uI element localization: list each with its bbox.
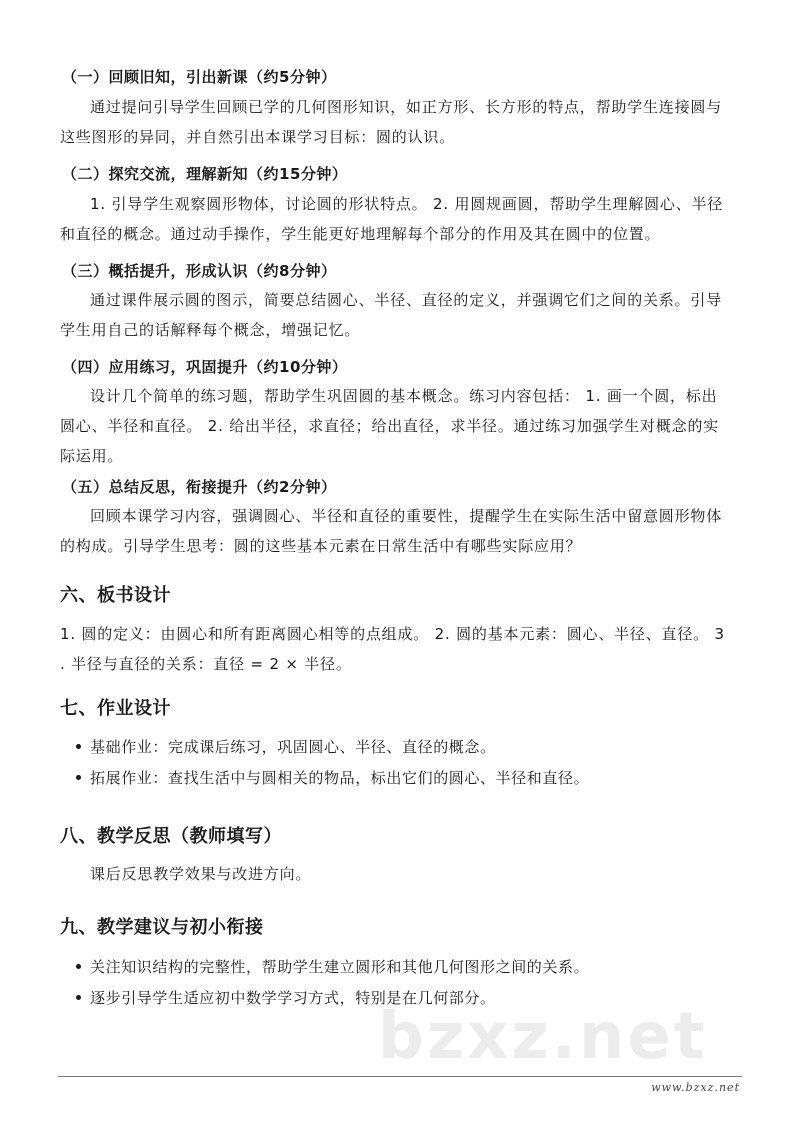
list-item-text: 基础作业：完成课后练习，巩固圆心、半径、直径的概念。 bbox=[90, 738, 496, 756]
list-item bbox=[76, 736, 496, 757]
section-2-heading: （二）探究交流，理解新知（约15分钟） bbox=[62, 165, 348, 183]
section-4-heading: （四）应用练习，巩固提升（约10分钟） bbox=[62, 358, 348, 376]
section-5-line-2: 的构成。引导学生思考：圆的这些基本元素在日常生活中有哪些实际应用？ bbox=[60, 537, 582, 555]
section-2-paragraph bbox=[60, 189, 750, 249]
list-item bbox=[76, 956, 589, 977]
section-4-line-3: 际运用。 bbox=[60, 447, 124, 465]
section-9-heading: 九、教学建议与初小衔接 bbox=[60, 917, 264, 938]
bullet-icon bbox=[76, 775, 81, 780]
footer-url: www.bzxz.net bbox=[651, 1081, 740, 1094]
section-5-paragraph bbox=[60, 501, 750, 561]
section-3-paragraph bbox=[60, 285, 750, 345]
section-6-line-2: . 半径与直径的关系：直径 = 2 × 半径。 bbox=[60, 655, 352, 673]
section-8-heading: 八、教学反思（教师填写） bbox=[60, 826, 282, 847]
section-6-line-1: 1. 圆的定义：由圆心和所有距离圆心相等的点组成。 2. 圆的基本元素：圆心、半径、直径。 3 bbox=[60, 625, 725, 643]
section-7-heading: 七、作业设计 bbox=[60, 698, 171, 719]
bullet-icon bbox=[76, 744, 81, 749]
section-3-line-1: 通过课件展示圆的图示，简要总结圆心、半径、直径的定义，并强调它们之间的关系。引导 bbox=[90, 291, 723, 309]
section-2-line-1: 1. 引导学生观察圆形物体，讨论圆的形状特点。 2. 用圆规画圆，帮助学生理解圆心、半径 bbox=[90, 195, 724, 213]
list-item bbox=[76, 767, 589, 788]
section-8-paragraph: 课后反思教学效果与改进方向。 bbox=[90, 865, 312, 883]
section-5-heading: （五）总结反思，衔接提升（约2分钟） bbox=[62, 478, 337, 496]
bullet-icon bbox=[76, 964, 81, 969]
section-3-heading: （三）概括提升，形成认识（约8分钟） bbox=[62, 262, 337, 280]
section-1-paragraph bbox=[60, 92, 750, 152]
section-4-line-2: 圆心、半径和直径。 2. 给出半径，求直径；给出直径，求半径。通过练习加强学生对概念的实 bbox=[60, 417, 720, 435]
list-item-text: 逐步引导学生适应初中数学学习方式，特别是在几何部分。 bbox=[90, 989, 496, 1007]
section-1-line-1: 通过提问引导学生回顾已学的几何图形知识，如正方形、长方形的特点，帮助学生连接圆与 bbox=[90, 98, 723, 116]
section-6-heading: 六、板书设计 bbox=[60, 585, 171, 606]
section-3-line-2: 学生用自己的话解释每个概念，增强记忆。 bbox=[60, 321, 361, 339]
footer-divider bbox=[58, 1076, 742, 1077]
list-item-text: 拓展作业：查找生活中与圆相关的物品，标出它们的圆心、半径和直径。 bbox=[90, 769, 590, 787]
section-2-line-2: 和直径的概念。通过动手操作，学生能更好地理解每个部分的作用及其在圆中的位置。 bbox=[60, 225, 661, 243]
section-1-line-2: 这些图形的异同，并自然引出本课学习目标：圆的认识。 bbox=[60, 128, 456, 146]
section-5-line-1: 回顾本课学习内容，强调圆心、半径和直径的重要性，提醒学生在实际生活中留意圆形物体 bbox=[90, 507, 723, 525]
section-4-paragraph bbox=[60, 381, 750, 471]
section-1-heading: （一）回顾旧知，引出新课（约5分钟） bbox=[62, 68, 337, 86]
section-4-line-1: 设计几个简单的练习题，帮助学生巩固圆的基本概念。练习内容包括： 1. 画一个圆，标出 bbox=[90, 387, 718, 405]
bullet-icon bbox=[76, 995, 81, 1000]
list-item-text: 关注知识结构的完整性，帮助学生建立圆形和其他几何图形之间的关系。 bbox=[90, 958, 590, 976]
section-6-paragraph bbox=[60, 619, 750, 679]
watermark: bzxz.net bbox=[378, 1000, 708, 1074]
